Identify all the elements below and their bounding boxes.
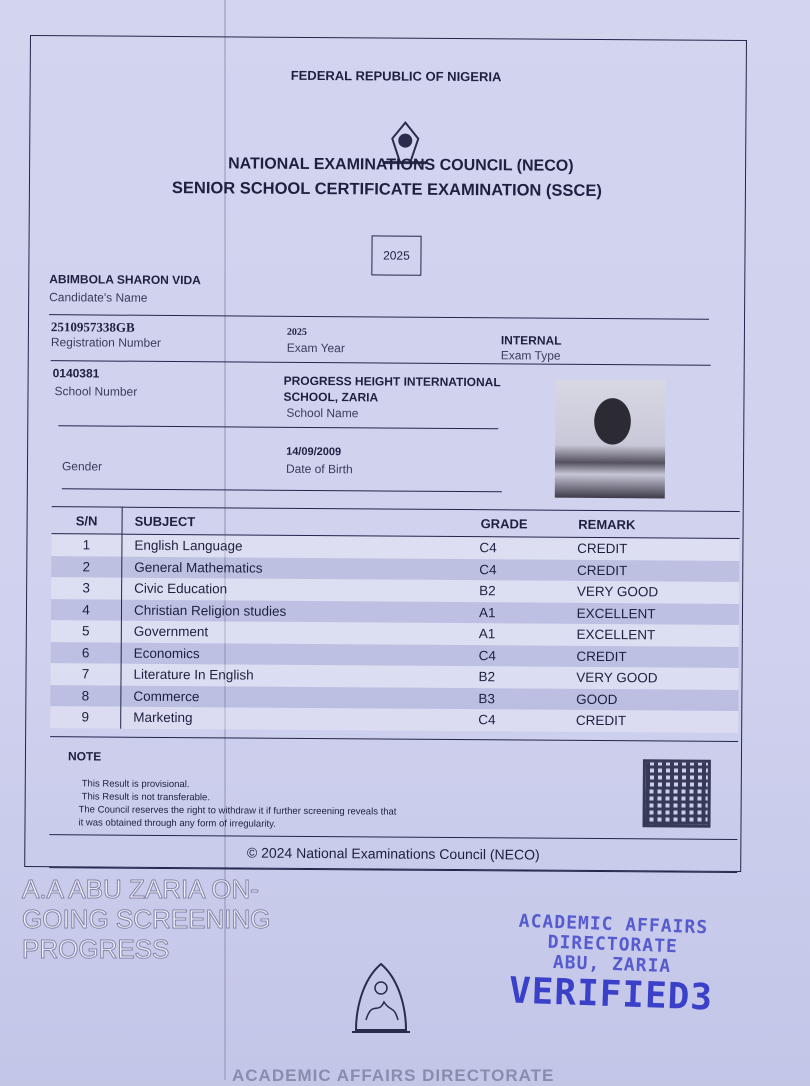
divider bbox=[62, 488, 502, 492]
bottom-heading: ACADEMIC AFFAIRS DIRECTORATE bbox=[232, 1066, 555, 1085]
school-name-line1: PROGRESS HEIGHT INTERNATIONAL bbox=[283, 373, 501, 390]
cell-grade: C4 bbox=[479, 537, 577, 560]
school-name-label: School Name bbox=[286, 405, 359, 421]
country-heading: FEDERAL REPUBLIC OF NIGERIA bbox=[290, 67, 502, 85]
cell-subject: English Language bbox=[122, 534, 480, 558]
cell-grade: A1 bbox=[479, 623, 577, 645]
cell-remark: VERY GOOD bbox=[576, 667, 738, 690]
results-table bbox=[50, 506, 740, 732]
exam-title: SENIOR SCHOOL CERTIFICATE EXAMINATION (SSCE) bbox=[171, 178, 602, 200]
verified-stamp bbox=[508, 911, 715, 1018]
cell-remark: EXCELLENT bbox=[577, 602, 739, 625]
stamp-verified: VERIFIED3 bbox=[508, 970, 714, 1019]
note-section bbox=[49, 736, 738, 840]
year-box: 2025 bbox=[371, 235, 421, 275]
cell-subject: Literature In English bbox=[121, 664, 479, 688]
candidate-name: ABIMBOLA SHARON VIDA bbox=[49, 272, 201, 288]
cell-subject: Civic Education bbox=[122, 578, 480, 602]
cell-sn: 5 bbox=[51, 620, 122, 642]
cell-grade: A1 bbox=[479, 602, 577, 624]
candidate-photo bbox=[555, 380, 666, 499]
cell-sn: 9 bbox=[50, 706, 121, 728]
note-lines bbox=[78, 777, 397, 831]
cell-grade: C4 bbox=[479, 645, 577, 667]
note-line: The Council reserves the right to withdraw it if further screening reveals that bbox=[78, 804, 397, 818]
date-of-birth-label: Date of Birth bbox=[285, 461, 353, 477]
qr-code bbox=[646, 762, 708, 824]
date-of-birth: 14/09/2009 bbox=[286, 445, 342, 459]
copyright-footer: © 2024 National Examinations Council (NECO) bbox=[49, 834, 737, 873]
cell-sn: 2 bbox=[51, 556, 122, 578]
stamp-line: DIRECTORATE bbox=[547, 931, 679, 958]
cell-remark: CREDIT bbox=[577, 559, 739, 582]
cell-remark: EXCELLENT bbox=[576, 624, 738, 647]
header-sn: S/N bbox=[52, 507, 123, 534]
council-title: NATIONAL EXAMINATIONS COUNCIL (NECO) bbox=[228, 155, 574, 175]
gender-label: Gender bbox=[61, 459, 103, 474]
divider bbox=[49, 314, 709, 320]
cell-sn: 3 bbox=[51, 577, 122, 599]
exam-year: 2025 bbox=[286, 326, 307, 338]
cell-sn: 7 bbox=[50, 663, 121, 685]
exam-type-label: Exam Type bbox=[500, 348, 561, 363]
note-title: NOTE bbox=[67, 749, 102, 764]
cell-grade: B2 bbox=[478, 666, 576, 688]
cell-sn: 8 bbox=[50, 685, 121, 707]
divider bbox=[51, 360, 711, 366]
stamp-line: ABU, ZARIA bbox=[552, 951, 672, 978]
cell-subject: General Mathematics bbox=[122, 556, 480, 580]
note-line: This Result is provisional. bbox=[81, 778, 190, 791]
cell-remark: CREDIT bbox=[576, 710, 738, 733]
cell-subject: Commerce bbox=[121, 685, 479, 709]
cell-grade: B2 bbox=[479, 580, 577, 602]
header-subject: SUBJECT bbox=[122, 507, 480, 536]
cell-remark: CREDIT bbox=[576, 645, 738, 668]
registration-number: 2510957338GB bbox=[50, 319, 135, 335]
exam-year-label: Exam Year bbox=[286, 340, 345, 356]
note-line: it was obtained through any form of irregularity. bbox=[78, 817, 276, 830]
candidate-name-label: Candidate's Name bbox=[49, 290, 148, 305]
cell-remark: VERY GOOD bbox=[577, 581, 739, 604]
result-slip bbox=[24, 35, 747, 872]
header-grade: GRADE bbox=[480, 510, 578, 538]
university-crest-icon bbox=[350, 960, 412, 1040]
header-remark: REMARK bbox=[577, 510, 739, 538]
cell-sn: 4 bbox=[51, 599, 122, 621]
cell-remark: CREDIT bbox=[577, 537, 739, 560]
cell-subject: Government bbox=[121, 621, 479, 645]
table-row bbox=[50, 706, 738, 732]
registration-number-label: Registration Number bbox=[50, 335, 161, 350]
cell-sn: 1 bbox=[51, 534, 122, 556]
note-line: This Result is not transferable. bbox=[81, 791, 211, 804]
cell-grade: C4 bbox=[479, 559, 577, 581]
cell-subject: Christian Religion studies bbox=[121, 599, 479, 623]
school-number: 0140381 bbox=[52, 366, 100, 381]
watermark: A.A ABU ZARIA ON-GOING SCREENING PROGRESS bbox=[22, 874, 271, 964]
exam-type: INTERNAL bbox=[500, 333, 562, 348]
school-name-line2: SCHOOL, ZARIA bbox=[283, 389, 379, 405]
cell-subject: Economics bbox=[121, 642, 479, 666]
school-number-label: School Number bbox=[54, 384, 138, 399]
cell-sn: 6 bbox=[51, 642, 122, 664]
cell-remark: GOOD bbox=[576, 688, 738, 711]
cell-grade: B3 bbox=[478, 688, 576, 710]
cell-grade: C4 bbox=[478, 709, 576, 731]
divider bbox=[58, 425, 498, 429]
stamp-line: ACADEMIC AFFAIRS bbox=[518, 910, 709, 939]
cell-subject: Marketing bbox=[121, 707, 479, 731]
